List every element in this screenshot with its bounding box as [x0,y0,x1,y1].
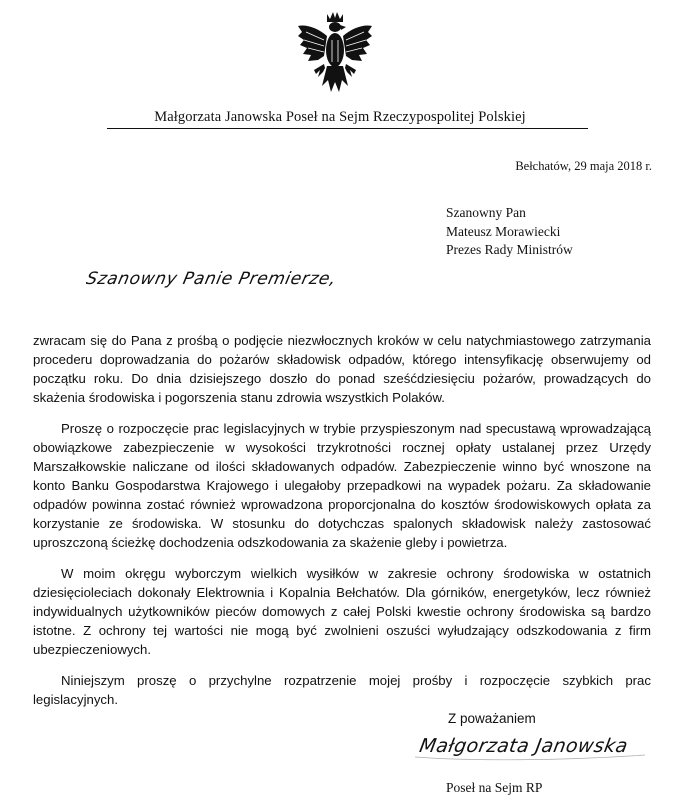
body-paragraph-2: Proszę o rozpoczęcie prac legislacyjnych w trybie przyspieszonym nad specustawą wprowadzającą obowiązkowe zabezpieczenie w wysokości trzykrotności rocznej opłaty ustalanej przez Urzędy Marszałkowskie naliczane od ilości składowanych odpadów. Zabezpieczenie winno być wnoszone na konto Banku Gospodarstwa Krajowego i ulegałoby przepadkowi na wypadek pożaru. Za składowanie odpadów powinna zostać również wprowadzona proporcjonalna do kosztów środowiskowych opłata za korzystanie ze środowiska. W stosunku do dotychczas spalonych składowisk należy zastosować uproszczoną ścieżkę dochodzenia odszkodowania za skażenie gleby i powietrza. [33,421,651,550]
recipient-line: Szanowny Pan [446,205,526,220]
handwritten-signature [409,727,653,767]
signature-script: Małgorzata Janowska [417,734,630,757]
closing-phrase: Z poważaniem [448,711,536,726]
recipient-name: Mateusz Morawiecki [446,223,561,239]
recipient-block [446,204,573,260]
polish-eagle-emblem-icon [296,10,374,96]
salutation-script: Szanowny Panie Premierze, [86,269,339,289]
handwritten-salutation [86,262,376,302]
signatory-position: Poseł na Sejm RP [446,780,543,795]
letter-body [33,331,651,721]
body-paragraph-3: W moim okręgu wyborczym wielkich wysiłków w zakresie ochrony środowiska w ostatnich dziesięcioleciach dokonały Elektrownia i Kopalnia Bełchatów. Dla górników, energetyków, lecz również indywidualnych użytkowników pieców domowych z całej Polski kwestie ochrony środowiska są bardzo istotne. Z ochrony tej wartości nie mogą być zwolnieni oszuści wyłudzający odszkodowania z firm ubezpieczeniowych. [33,566,651,657]
salutation-handwriting-icon [86,262,376,302]
letterhead-title: Małgorzata Janowska Poseł na Sejm Rzeczypospolitej Polskiej [154,109,526,125]
letterhead-divider [107,128,588,129]
recipient-title: Prezes Rady Ministrów [446,242,573,257]
signature-handwriting-icon [409,727,653,767]
body-paragraph-4: Niniejszym proszę o przychylne rozpatrzenie mojej prośby i rozpoczęcie szybkich prac legislacyjnych. [33,673,651,707]
letter-date: Bełchatów, 29 maja 2018 r. [515,159,652,173]
body-paragraph-1: zwracam się do Pana z prośbą o podjęcie niezwłocznych kroków w celu natychmiastowego zatrzymania procederu doprowadzania do pożarów składowisk odpadów, którego intensyfikację obserwujemy od początku roku. Do dnia dzisiejszego doszło do ponad sześćdziesięciu pożarów, prowadzących do skażenia środowiska i pogorszenia stanu zdrowia wszystkich Polaków. [33,333,651,405]
